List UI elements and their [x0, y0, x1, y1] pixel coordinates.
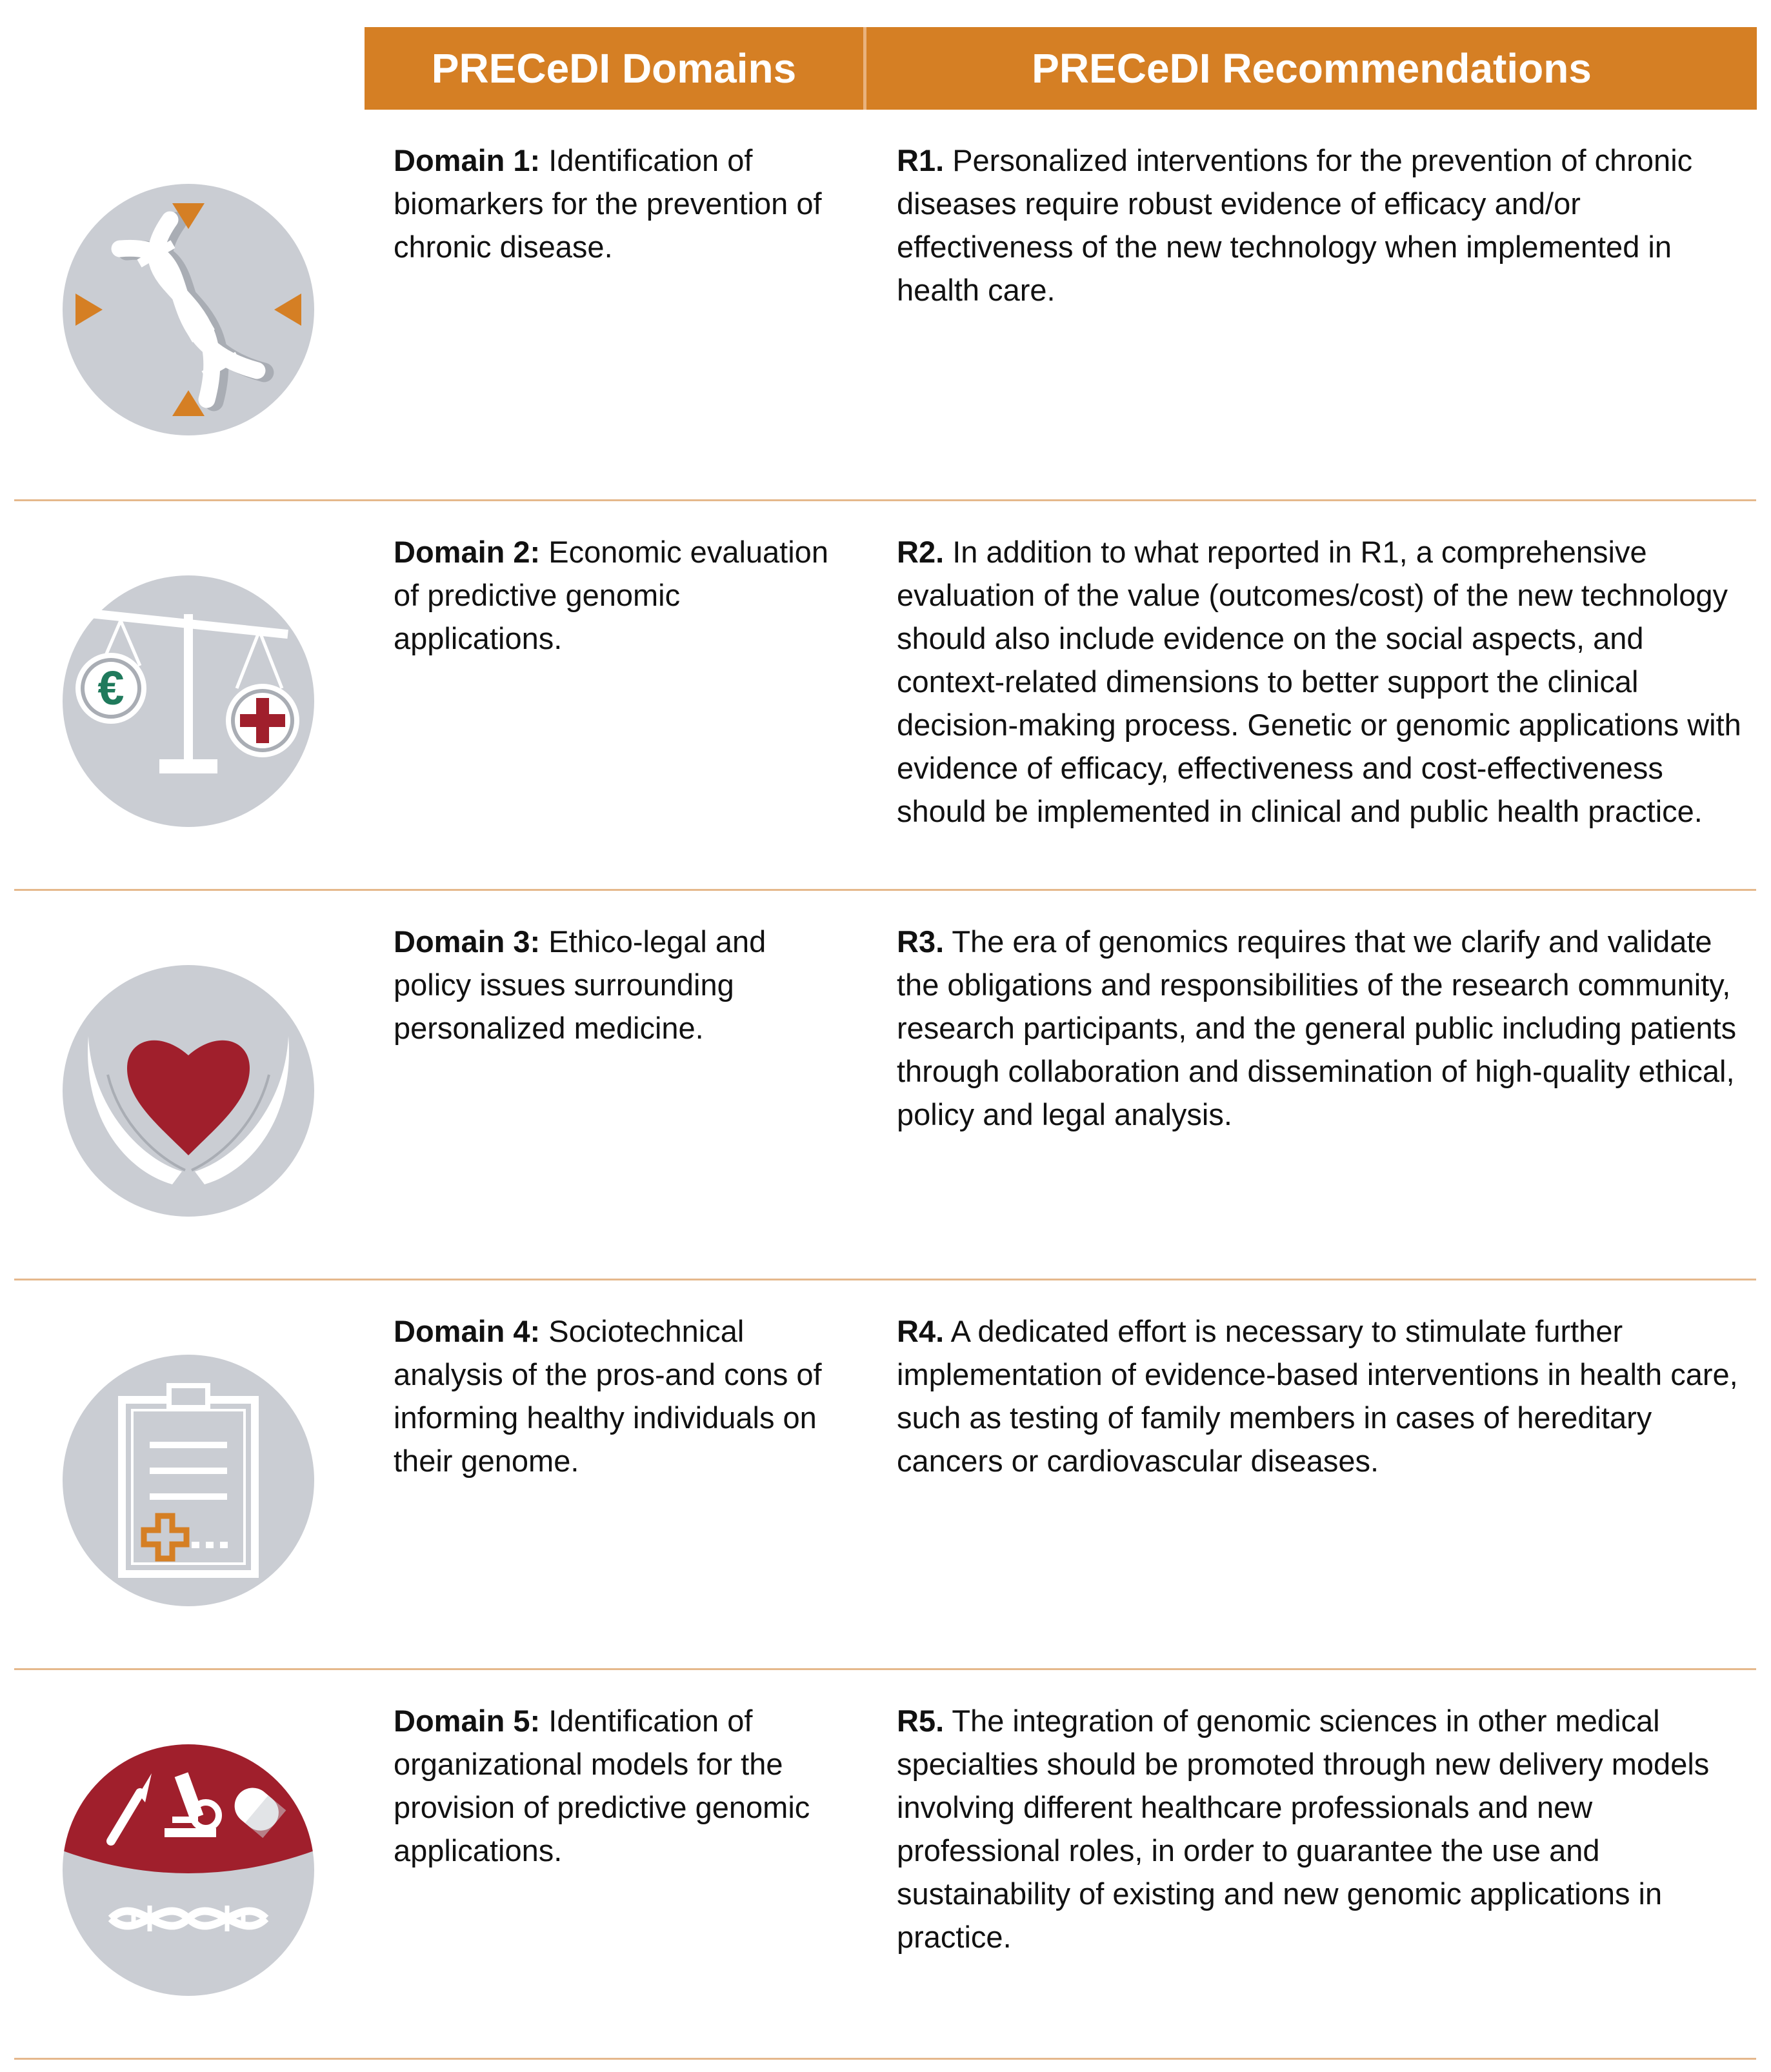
svg-text:€: €	[97, 661, 125, 715]
table-row-domain-4	[0, 1280, 1771, 1670]
recommendation-2	[897, 530, 1755, 833]
row-divider	[14, 2058, 1756, 2060]
recommendation-3-text: The era of genomics requires that we clarify and validate the obligations and responsibilities of the research community, research participants, and the general public including patients through collaboration and dissemination of high-quality ethical, policy and legal analysis.	[897, 924, 1737, 1131]
domain-1-text: Identification of biomarkers for the prevention of chronic disease.	[394, 143, 822, 264]
domain-4-text: Sociotechnical analysis of the pros-and cons of informing healthy individuals on their genome.	[394, 1314, 822, 1478]
domain-4-description	[394, 1310, 845, 1482]
balance-scale-icon	[63, 575, 314, 827]
table-row-domain-1	[0, 110, 1771, 499]
domain-4-label: Domain 4:	[394, 1314, 541, 1348]
medical-tools-dna-icon	[63, 1744, 314, 1996]
recommendation-4-text: A dedicated effort is necessary to stimulate further implementation of evidence-based interventions in health care, such as testing of family members in cases of hereditary cancers or cardiovascular diseases.	[897, 1314, 1738, 1478]
recommendation-5	[897, 1699, 1755, 1958]
recommendation-4	[897, 1310, 1755, 1482]
domain-5-label: Domain 5:	[394, 1704, 541, 1738]
domain-3-label: Domain 3:	[394, 924, 541, 959]
domain-1-description	[394, 139, 845, 268]
recommendation-5-label: R5.	[897, 1704, 945, 1738]
domain-2-label: Domain 2:	[394, 535, 541, 569]
domain-1-label: Domain 1:	[394, 143, 541, 177]
table-row-domain-3	[0, 891, 1771, 1280]
table-row-domain-2	[0, 501, 1771, 891]
domain-2-description	[394, 530, 845, 660]
clipboard-icon	[63, 1355, 314, 1606]
recommendation-2-text: In addition to what reported in R1, a comprehensive evaluation of the value (outcomes/cost) of the new technology should also include evidence on the social aspects, and context-related dimensions to better support the clinical decision-making process. Genetic or genomic applications with evidence of efficacy, effectiveness and cost-effectiveness should be implemented in clinical and public health practice.	[897, 535, 1741, 828]
table-header	[365, 27, 1757, 110]
recommendations-column-header: PRECeDI Recommendations	[1032, 45, 1592, 92]
recommendation-3	[897, 920, 1755, 1136]
domain-3-text: Ethico-legal and policy issues surrounding personalized medicine.	[394, 924, 766, 1045]
heart-in-hands-icon	[63, 965, 314, 1217]
recommendation-5-text: The integration of genomic sciences in other medical specialties should be promoted through new delivery models involving different healthcare professionals and new professional roles, in order to guarantee the use and sustainability of existing and new genomic applications in practice.	[897, 1704, 1710, 1954]
recommendation-1-label: R1.	[897, 143, 945, 177]
domain-5-text: Identification of organizational models for the provision of predictive genomic applications.	[394, 1704, 810, 1868]
recommendation-3-label: R3.	[897, 924, 945, 959]
recommendation-4-label: R4.	[897, 1314, 945, 1348]
domain-5-description	[394, 1699, 845, 1872]
table-row-domain-5	[0, 1670, 1771, 2060]
recommendation-2-label: R2.	[897, 535, 945, 569]
dna-helix-icon	[63, 184, 314, 435]
recommendation-1-text: Personalized interventions for the prevention of chronic diseases require robust evidence of efficacy and/or effectiveness of the new technology when implemented in health care.	[897, 143, 1693, 307]
recommendation-1	[897, 139, 1755, 312]
domain-2-text: Economic evaluation of predictive genomic applications.	[394, 535, 828, 655]
domain-3-description	[394, 920, 845, 1050]
domains-column-header: PRECeDI Domains	[365, 27, 866, 110]
